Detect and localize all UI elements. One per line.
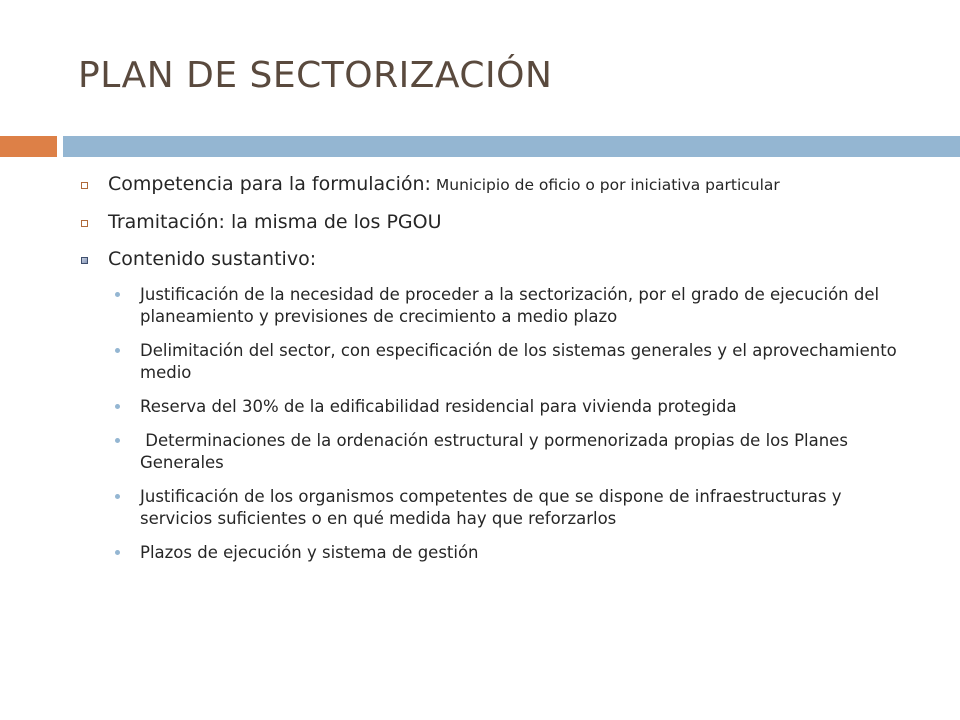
dot-bullet-icon: [115, 438, 120, 443]
sub-bullet-text: Reserva del 30% de la edificabilidad residencial para vivienda protegida: [140, 397, 737, 416]
dot-bullet-icon: [115, 404, 120, 409]
list-item: [114, 542, 918, 564]
hollow-square-bullet-icon: [81, 182, 88, 189]
list-item: [114, 284, 918, 328]
hollow-square-bullet-icon: [81, 220, 88, 227]
slide-title: PLAN DE SECTORIZACIÓN: [78, 55, 553, 96]
bullet-rest-text: Municipio de oficio o por iniciativa particular: [430, 176, 780, 194]
list-item: [114, 486, 918, 530]
dot-bullet-icon: [115, 292, 120, 297]
sub-bullet-list: [114, 284, 918, 564]
bullet-lead-text: Competencia para la formulación:: [108, 173, 431, 195]
sub-bullet-text: Determinaciones de la ordenación estructural y pormenorizada propias de los Planes Generales: [140, 431, 854, 472]
dot-bullet-icon: [115, 348, 120, 353]
bullet-competencia: [78, 172, 918, 197]
bullet-lead-text: Contenido sustantivo:: [108, 248, 317, 270]
list-item: [114, 430, 918, 474]
sub-bullet-text: Plazos de ejecución y sistema de gestión: [140, 543, 479, 562]
dot-bullet-icon: [115, 494, 120, 499]
accent-bar-blue: [63, 136, 960, 157]
slide-content: [78, 172, 918, 576]
sub-bullet-text: Justificación de la necesidad de proceder a la sectorización, por el grado de ejecución del planeamiento y previsiones de crecimiento a medio plazo: [140, 285, 880, 326]
filled-square-bullet-icon: [81, 257, 88, 264]
dot-bullet-icon: [115, 550, 120, 555]
bullet-lead-text: Tramitación: la misma de los PGOU: [108, 211, 442, 233]
list-item: [114, 396, 918, 418]
accent-bar-orange: [0, 136, 57, 157]
sub-bullet-text: Delimitación del sector, con especificación de los sistemas generales y el aprovechamiento medio: [140, 341, 897, 382]
bullet-contenido-sustantivo: [78, 247, 918, 271]
list-item: [114, 340, 918, 384]
bullet-tramitacion: [78, 210, 918, 234]
sub-bullet-text: Justificación de los organismos competentes de que se dispone de infraestructuras y servicios suficientes o en qué medida hay que reforzarlos: [140, 487, 842, 528]
